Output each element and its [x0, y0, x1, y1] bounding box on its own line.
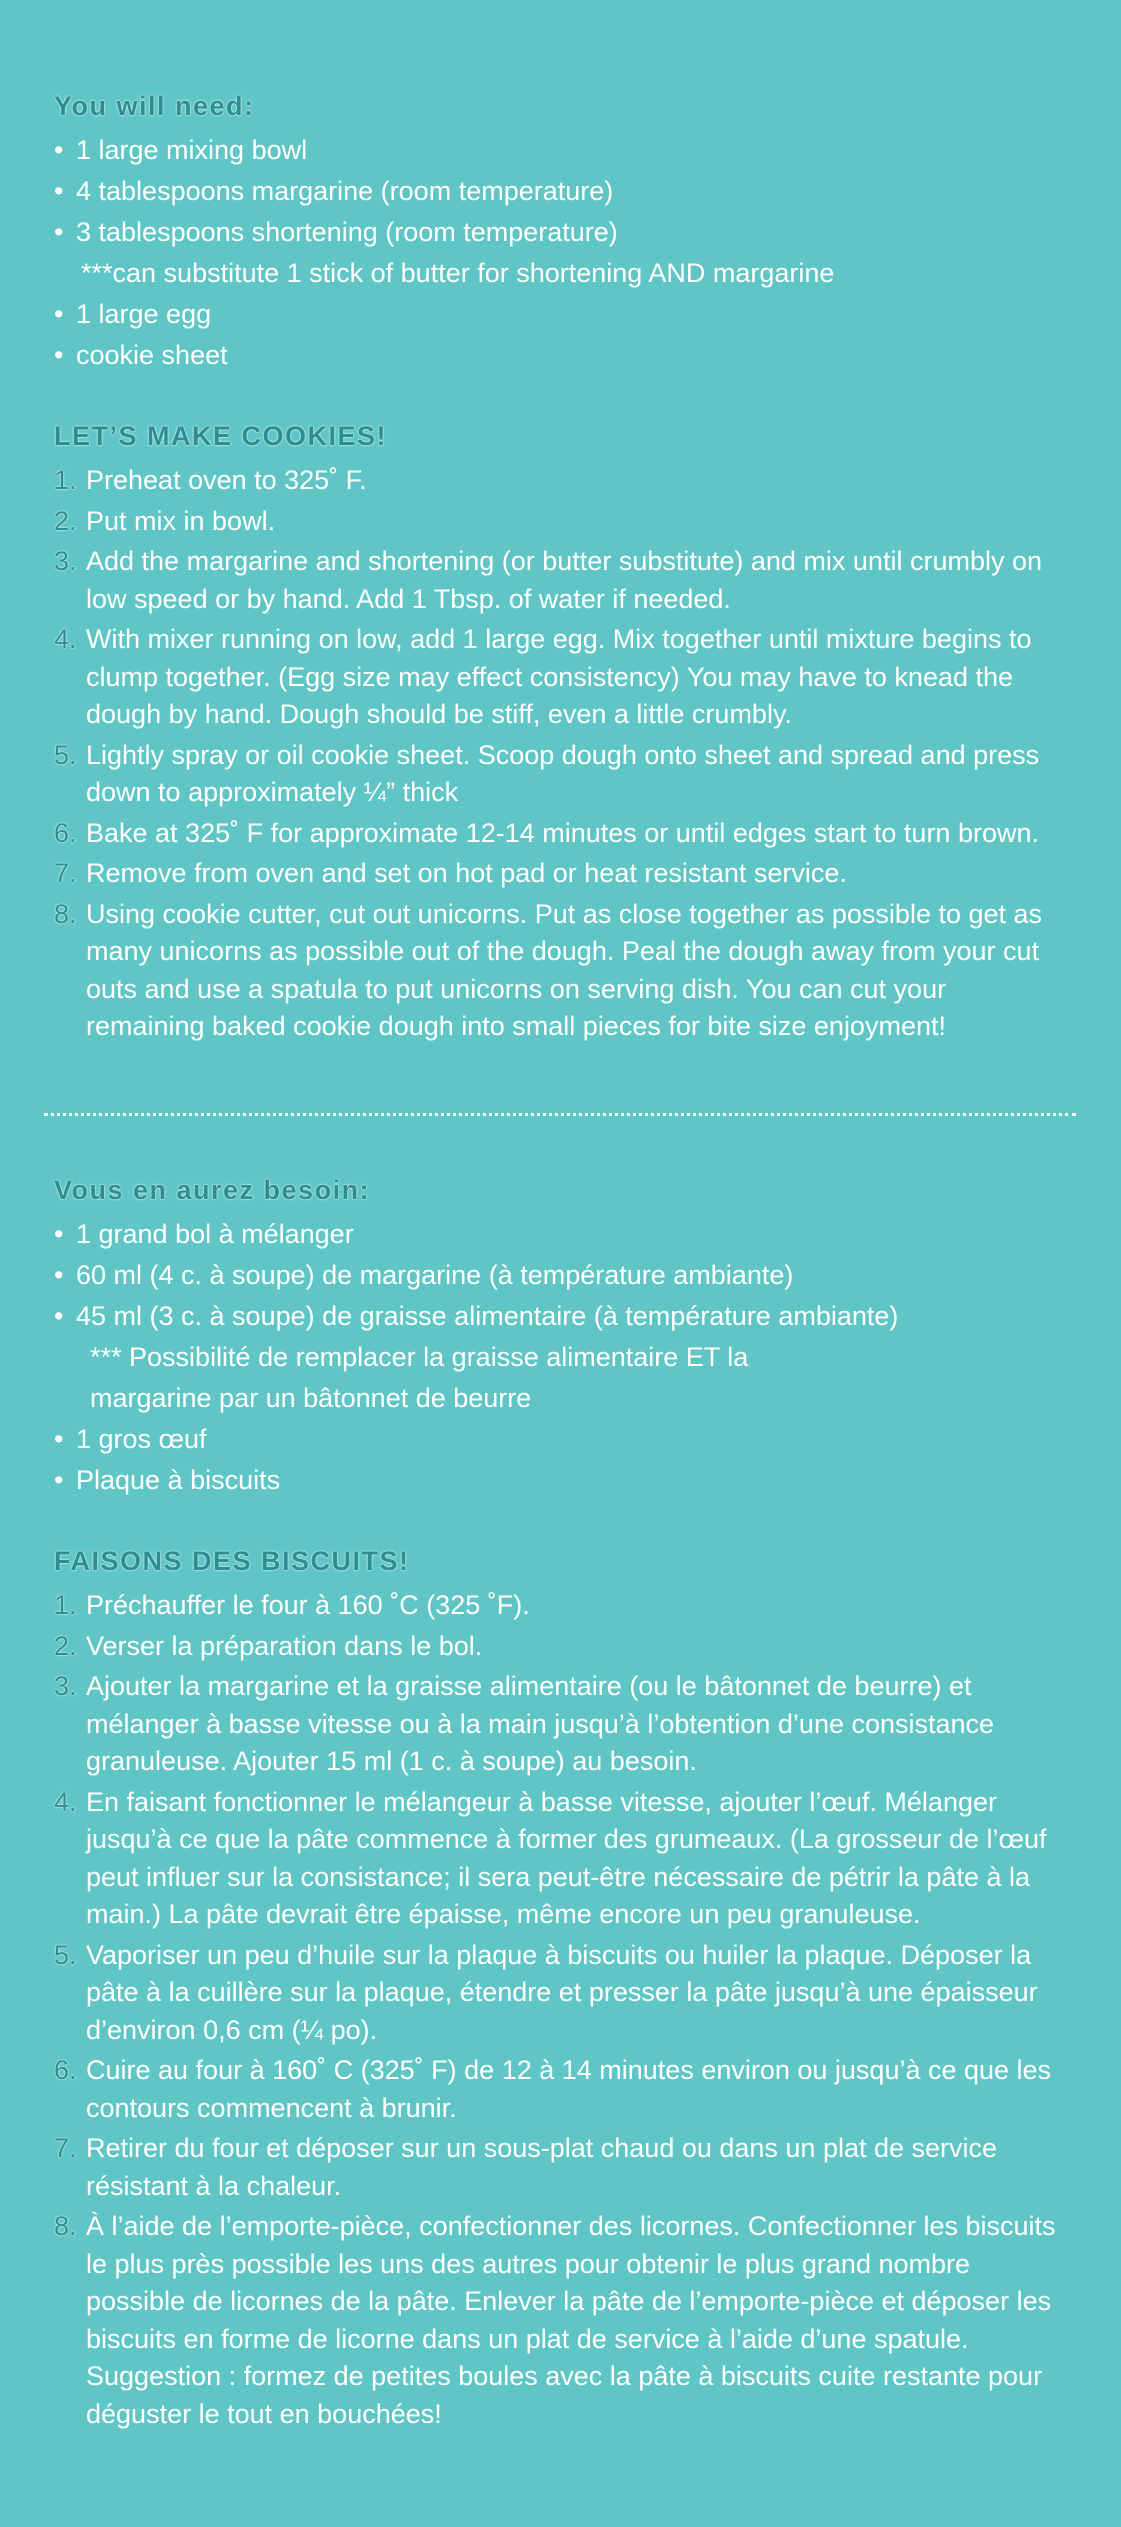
french-steps-list: [54, 1587, 1064, 2433]
step-number: 5.: [54, 1939, 77, 1970]
step-text: Verser la préparation dans le bol.: [86, 1630, 483, 1661]
step-number: 2.: [54, 1630, 77, 1661]
step-number: 6.: [54, 817, 77, 848]
list-item: • 45 ml (3 c. à soupe) de graisse alimentaire (à température ambiante): [54, 1296, 1064, 1337]
step-text: Cuire au four à 160˚ C (325˚ F) de 12 à 14 minutes environ ou jusqu’à ce que les contours commencent à brunir.: [86, 2055, 1052, 2123]
step-number: 1.: [54, 465, 77, 495]
french-steps-heading: FAISONS DES BISCUITS!: [54, 1546, 410, 1576]
english-steps-list: [54, 462, 1064, 1046]
step-text: Using cookie cutter, cut out unicorns. Put as close together as possible to get as many unicorns as possible out of the dough. Peal the dough away from your cut outs and use a spatula to put unicorns on serving dish. You can cut your remaining baked cookie dough into small pieces for bite size enjoyment!: [86, 898, 1043, 1041]
step-number: 7.: [54, 2133, 77, 2163]
step-text: Remove from oven and set on hot pad or heat resistant service.: [86, 858, 847, 888]
step-number: 8.: [54, 2211, 77, 2241]
step-item: [54, 1668, 1064, 1781]
step-item: [54, 815, 1064, 853]
step-text: En faisant fonctionner le mélangeur à basse vitesse, ajouter l’œuf. Mélanger jusqu’à ce que la pâte commence à former des grumeaux. (La grosseur de l’œuf peut influer sur la consistance; il sera peut-être nécessaire de pétrir la pâte à la main.) La pâte devrait être épaisse, même encore un peu granuleuse.: [86, 1786, 1047, 1929]
step-item: [54, 2052, 1064, 2127]
step-text: Bake at 325˚ F for approximate 12-14 minutes or until edges start to turn brown.: [86, 817, 1039, 848]
step-number: 4.: [54, 1786, 77, 1817]
step-item: [54, 621, 1064, 734]
section-divider: [44, 1113, 1076, 1116]
list-item: • 1 large mixing bowl: [54, 130, 1064, 171]
step-number: 4.: [54, 624, 77, 654]
french-need-heading: Vous en aurez besoin:: [54, 1175, 371, 1205]
step-text: Vaporiser un peu d’huile sur la plaque à biscuits ou huiler la plaque. Déposer la pâte à la cuillère sur la plaque, étendre et presser la pâte jusqu’à une épaisseur d’environ 0,6 cm (¼ po).: [86, 1939, 1038, 2045]
french-section: [54, 1170, 1064, 2436]
step-text: Preheat oven to 325˚ F.: [86, 465, 367, 495]
english-section: [54, 86, 1064, 1049]
list-item: • 1 gros œuf: [54, 1419, 1064, 1460]
step-text: Put mix in bowl.: [86, 505, 276, 536]
step-number: 2.: [54, 505, 77, 536]
list-item: • 4 tablespoons margarine (room temperature): [54, 171, 1064, 212]
step-item: [54, 855, 1064, 893]
step-number: 6.: [54, 2055, 77, 2085]
step-text: Retirer du four et déposer sur un sous-plat chaud ou dans un plat de service résistant à la chaleur.: [86, 2133, 998, 2201]
list-item: • 1 large egg: [54, 294, 1064, 335]
english-need-heading: You will need:: [54, 91, 255, 121]
step-number: 3.: [54, 1671, 77, 1701]
list-item: • cookie sheet: [54, 335, 1064, 376]
step-number: 8.: [54, 898, 77, 929]
english-need-list: [54, 130, 1064, 376]
step-text: With mixer running on low, add 1 large egg. Mix together until mixture begins to clump together. (Egg size may effect consistency) You may have to knead the dough by hand. Dough should be stiff, even a little crumbly.: [86, 624, 1032, 729]
step-text: À l’aide de l’emporte-pièce, confectionner des licornes. Confectionner les biscuits le plus près possible les uns des autres pour obtenir le plus grand nombre possible de licornes de la pâte. Enlever la pâte de l’emporte-pièce et déposer les biscuits en forme de licorne dans un plat de service à l’aide d’une spatule. Suggestion : formez de petites boules avec la pâte à biscuits cuite restante pour déguster le tout en bouchées!: [86, 2211, 1056, 2429]
step-text: Ajouter la margarine et la graisse alimentaire (ou le bâtonnet de beurre) et mélanger à basse vitesse ou à la main jusqu’à l’obtention d’une consistance granuleuse. Ajouter 15 ml (1 c. à soupe) au besoin.: [86, 1671, 995, 1776]
substitution-note: ***can substitute 1 stick of butter for shortening AND margarine: [81, 258, 835, 288]
step-number: 1.: [54, 1590, 77, 1620]
step-item: [54, 503, 1064, 541]
step-text: Lightly spray or oil cookie sheet. Scoop dough onto sheet and spread and press down to approximately ¼” thick: [86, 739, 1040, 807]
step-text: Préchauffer le four à 160 ˚C (325 ˚F).: [86, 1590, 530, 1620]
step-item: [54, 896, 1064, 1046]
english-steps-heading: LET’S MAKE COOKIES!: [54, 421, 388, 451]
step-number: 7.: [54, 858, 77, 888]
step-item: [54, 1784, 1064, 1934]
step-item: [54, 1587, 1064, 1625]
list-item: • 1 grand bol à mélanger: [54, 1214, 1064, 1255]
substitution-note: *** Possibilité de remplacer la graisse alimentaire ET la margarine par un bâtonnet de beurre: [90, 1342, 749, 1413]
step-number: 5.: [54, 739, 77, 770]
step-item: [54, 543, 1064, 618]
french-need-list: [54, 1214, 1064, 1501]
step-item: [54, 1937, 1064, 2050]
step-item: [54, 462, 1064, 500]
step-text: Add the margarine and shortening (or butter substitute) and mix until crumbly on low speed or by hand. Add 1 Tbsp. of water if needed.: [86, 546, 1042, 614]
step-item: [54, 2130, 1064, 2205]
step-item: [54, 2208, 1064, 2433]
step-item: [54, 1628, 1064, 1666]
list-item: • 3 tablespoons shortening (room temperature): [54, 212, 1064, 253]
step-number: 3.: [54, 546, 77, 576]
step-item: [54, 737, 1064, 812]
list-item: • 60 ml (4 c. à soupe) de margarine (à température ambiante): [54, 1255, 1064, 1296]
list-item: • Plaque à biscuits: [54, 1460, 1064, 1501]
